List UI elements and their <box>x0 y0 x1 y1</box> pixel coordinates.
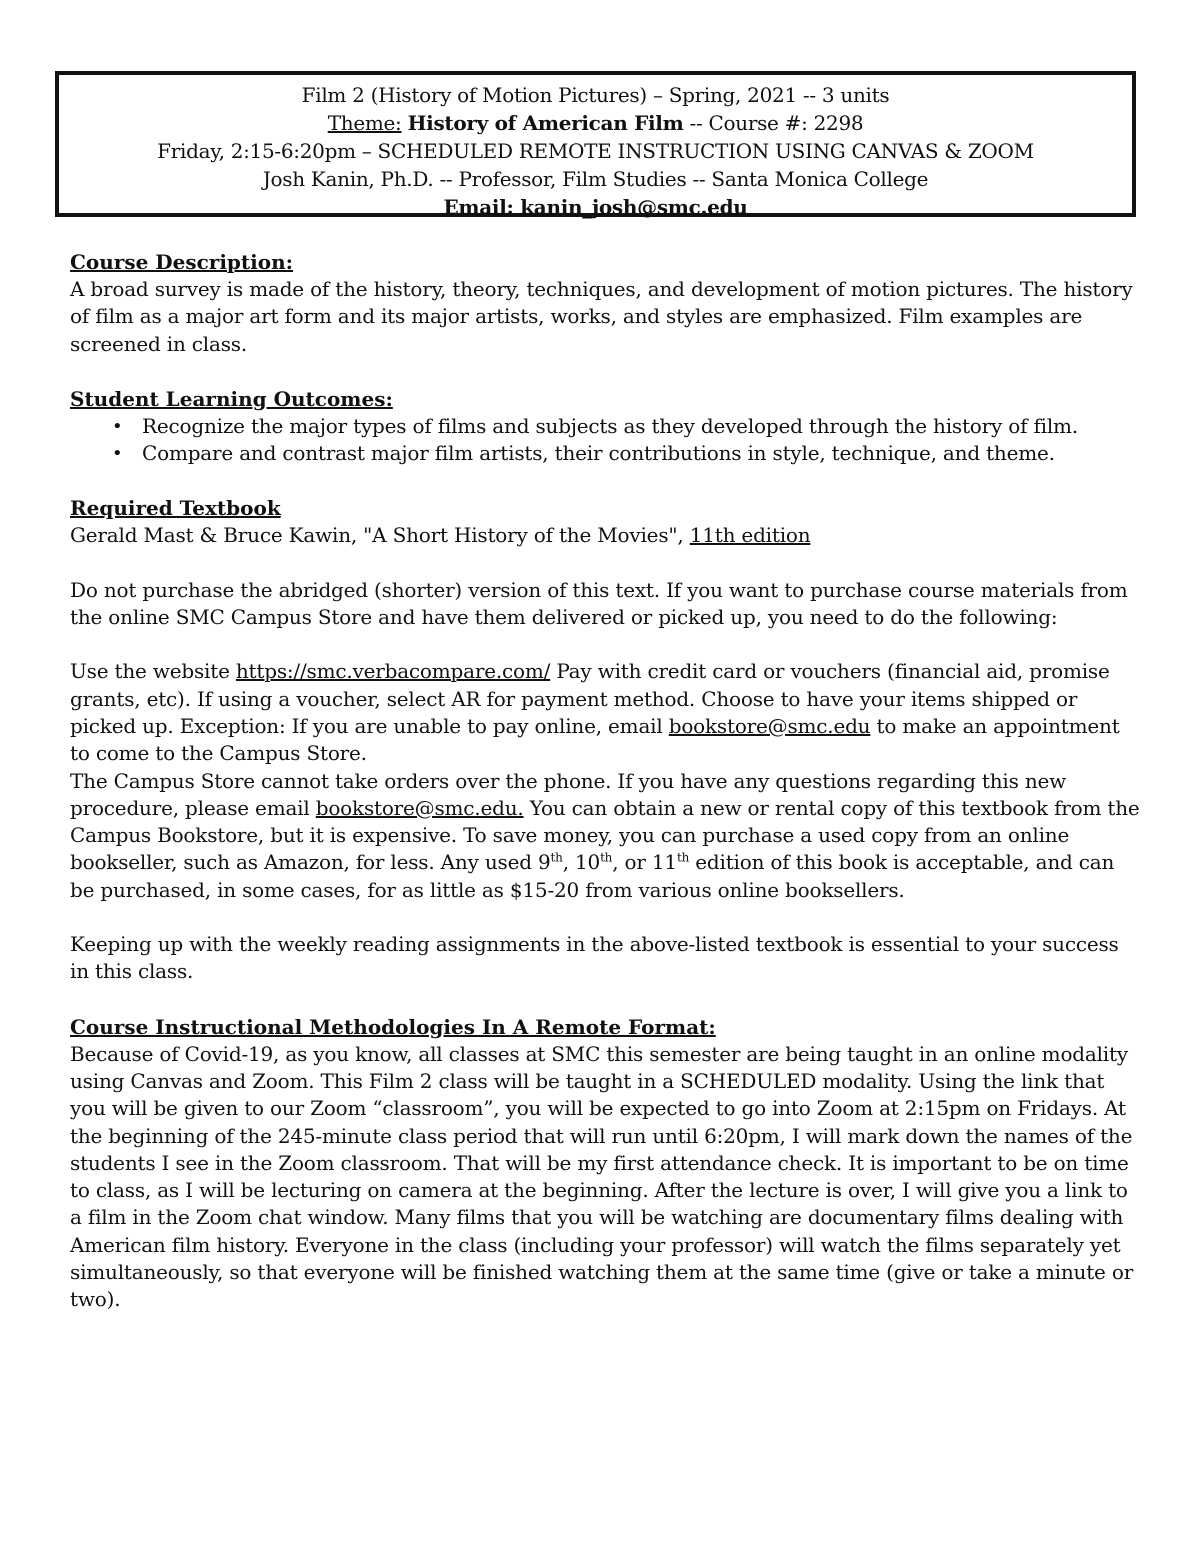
bookstore-email-link[interactable]: bookstore@smc.edu <box>668 713 871 738</box>
verbacompare-link[interactable]: https://smc.verbacompare.com/ <box>235 659 551 684</box>
instructor-line: Josh Kanin, Ph.D. -- Professor, Film Studies -- Santa Monica College <box>262 167 929 191</box>
textbook-edition: 11th edition <box>689 523 811 548</box>
textbook-heading: Required Textbook <box>70 496 281 521</box>
bullet-icon: • <box>112 415 123 437</box>
course-header-box <box>55 71 1136 217</box>
textbook-purchase-instructions: Use the website https://smc.verbacompare.com/ Pay with credit card or vouchers (financial aid, promise grants, etc). If using a voucher, select AR for payment method. Choose to have your items shipped or picked up. Exception: If you are unable to pay online, email bookstore@smc.edu to make an appointment to come to the Campus Store. <box>70 659 1120 766</box>
instructor-email-link[interactable]: kanin_josh@smc.edu <box>520 195 748 219</box>
course-description-text: A broad survey is made of the history, theory, techniques, and development of motion pictures. The history of film as a major art form and its major artists, works, and styles are emphasized. Film examples are screened in class. <box>70 277 1133 356</box>
list-item: • Recognize the major types of films and subjects as they developed through the history of film. <box>70 413 1140 440</box>
email-line <box>59 193 1132 221</box>
textbook-citation: Gerald Mast & Bruce Kawin, "A Short History of the Movies", 11th edition <box>70 523 811 548</box>
bullet-icon: • <box>112 443 123 465</box>
course-number: -- Course #: 2298 <box>683 111 864 135</box>
course-title-line: Film 2 (History of Motion Pictures) – Spring, 2021 -- 3 units <box>301 83 890 107</box>
theme-label: Theme: <box>327 111 402 135</box>
theme-title: History of American Film <box>407 111 684 135</box>
bookstore-email-link-2[interactable]: bookstore@smc.edu. <box>315 795 524 820</box>
course-description-heading: Course Description: <box>70 250 294 274</box>
syllabus-content <box>70 248 1140 1314</box>
textbook-store-policy: The Campus Store cannot take orders over the phone. If you have any questions regarding this new procedure, please email bookstore@smc.edu. You can obtain a new or rental copy of this textbook from the Campus Bookstore, but it is expensive. To save money, you can purchase a used copy from an online bookseller, such as Amazon, for less. Any used 9th, 10th, or 11th edition of this book is acceptable, and can be purchased, in some cases, for as little as $15-20 from various online booksellers. <box>70 768 1140 902</box>
list-item: • Compare and contrast major film artists, their contributions in style, technique, and theme. <box>70 440 1140 467</box>
methodologies-text: Because of Covid-19, as you know, all classes at SMC this semester are being taught in an online modality using Canvas and Zoom. This Film 2 class will be taught in a SCHEDULED modality. Using the link that you will be given to our Zoom “classroom”, you will be expected to go into Zoom at 2:15pm on Fridays. At the beginning of the 245-minute class period that will run until 6:20pm, I will mark down the names of the students I see in the Zoom classroom. That will be my first attendance check. It is important to be on time to class, as I will be lecturing on camera at the beginning. After the lecture is over, I will give you a link to a film in the Zoom chat window. Many films that you will be watching are documentary films dealing with American film history. Everyone in the class (including your professor) will watch the films separately yet simultaneously, so that everyone will be finished watching them at the same time (give or take a minute or two). <box>70 1041 1134 1312</box>
reading-assignments-note: Keeping up with the weekly reading assignments in the above-listed textbook is essential to your success in this class. <box>70 932 1119 984</box>
schedule-line: Friday, 2:15-6:20pm – SCHEDULED REMOTE INSTRUCTION USING CANVAS & ZOOM <box>157 139 1034 163</box>
textbook-abridged-note: Do not purchase the abridged (shorter) version of this text. If you want to purchase course materials from the online SMC Campus Store and have them delivered or picked up, you need to do the following: <box>70 577 1128 630</box>
learning-outcomes-heading: Student Learning Outcomes: <box>70 386 393 411</box>
theme-line <box>59 109 1132 137</box>
methodologies-heading: Course Instructional Methodologies In A Remote Format: <box>70 1014 716 1039</box>
learning-outcomes-list <box>70 413 1140 468</box>
email-label: Email: <box>443 195 521 219</box>
